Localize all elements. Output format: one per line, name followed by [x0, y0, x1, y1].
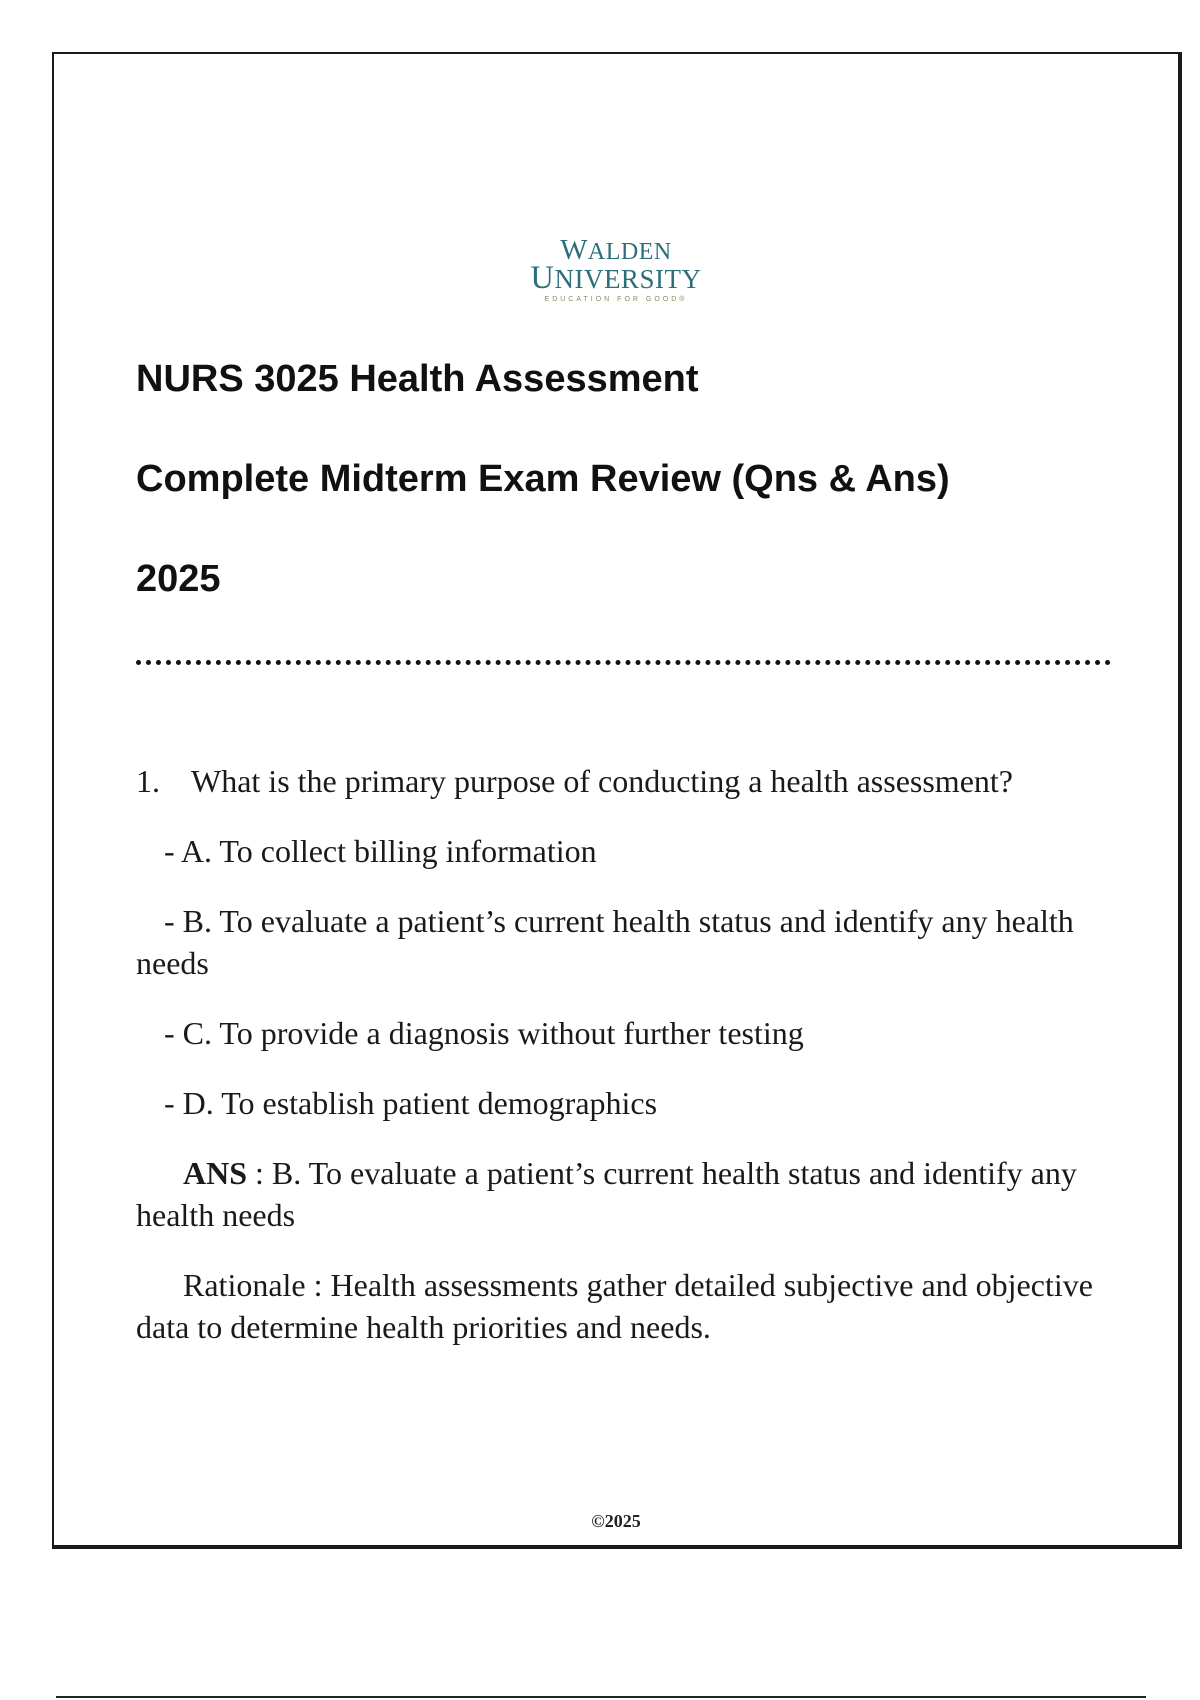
answer [136, 1152, 1126, 1236]
logo-line-university: UNIVERSITY [530, 260, 702, 296]
answer-label: ANS [183, 1155, 248, 1191]
logo-tagline: EDUCATION FOR GOOD® [544, 296, 688, 303]
document-title-course: NURS 3025 Health Assessment [136, 358, 699, 400]
option-c: - C. To provide a diagnosis without further testing [164, 1015, 804, 1051]
document-title-year: 2025 [136, 558, 221, 600]
option-d: - D. To establish patient demographics [164, 1085, 658, 1121]
option-b: - B. To evaluate a patient’s current health status and identify any health needs [136, 903, 1074, 981]
page-frame [52, 52, 1182, 1549]
option-a: - A. To collect billing information [164, 833, 597, 869]
question-text: 1. What is the primary purpose of conducting a health assessment? [136, 760, 1126, 802]
rationale: Rationale : Health assessments gather detailed subjective and objective data to determine health priorities and needs. [136, 1267, 1093, 1345]
question-number: 1. [136, 763, 160, 799]
answer-text: : B. To evaluate a patient’s current health status and identify any health needs [136, 1155, 1077, 1233]
page-bottom-rule [56, 1696, 1146, 1698]
walden-university-logo [54, 234, 1178, 307]
dotted-divider [136, 660, 1111, 665]
document-title-review: Complete Midterm Exam Review (Qns & Ans) [136, 458, 950, 500]
question-block [136, 760, 1126, 1376]
logo-line-walden: WALDEN [560, 234, 672, 266]
copyright-footer: ©2025 [591, 1511, 641, 1531]
